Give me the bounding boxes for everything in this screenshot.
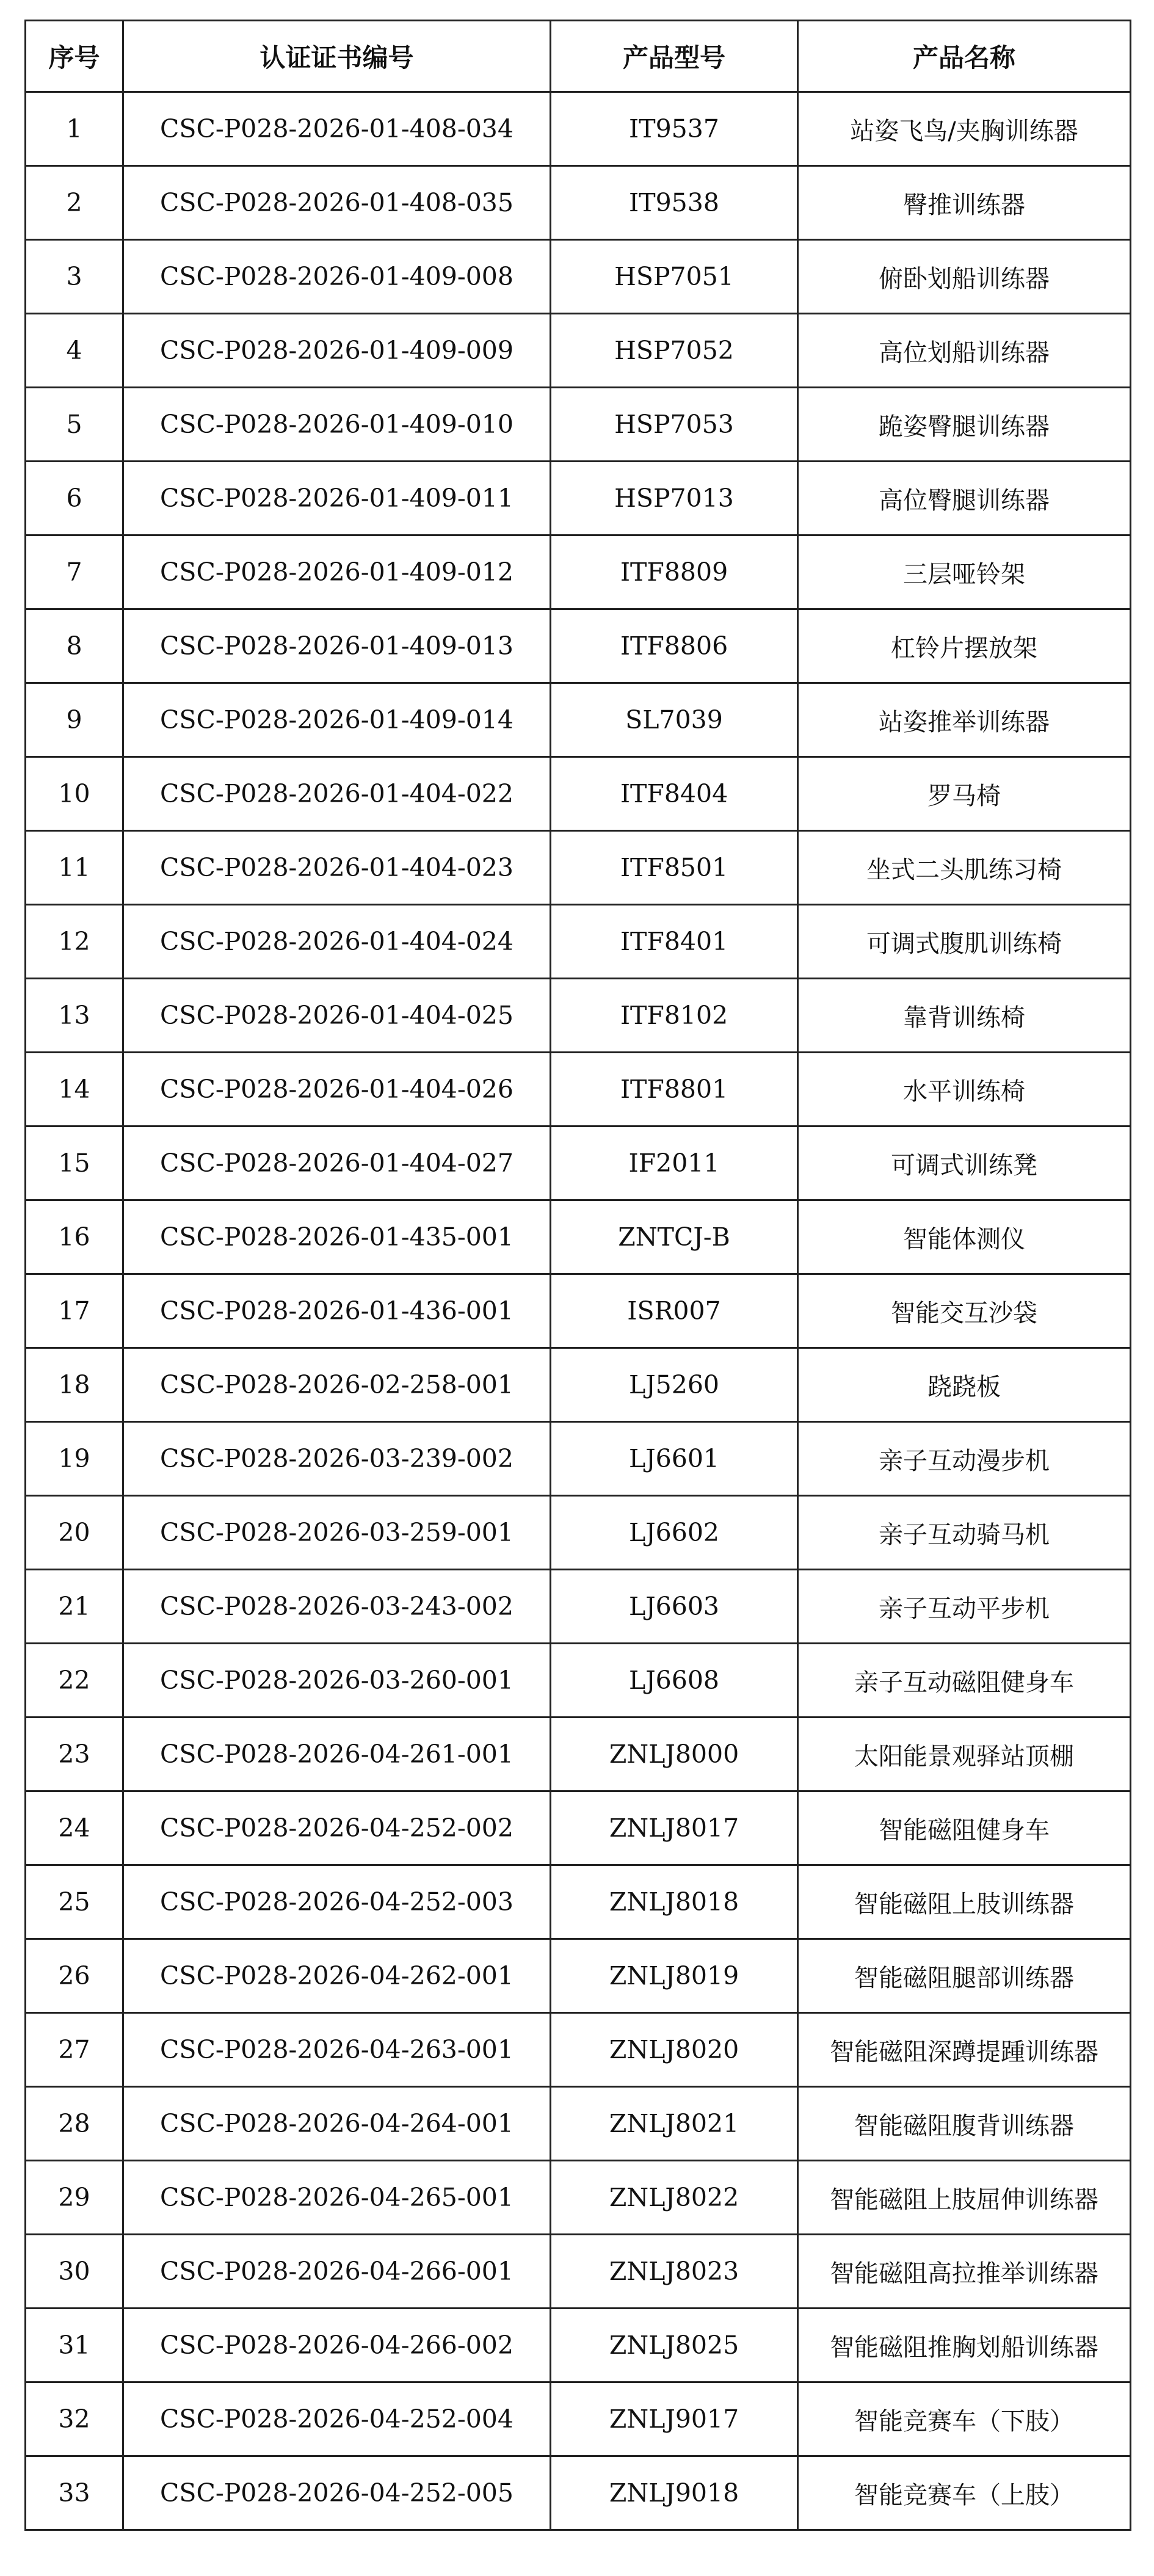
cell-cert-no: CSC-P028-2026-01-409-011 [123,462,551,535]
cell-product-name: 智能竞赛车（下肢） [798,2382,1131,2456]
table-row [26,314,1131,388]
cell-product-name: 智能体测仪 [798,1200,1131,1274]
cell-model: ITF8501 [551,831,798,905]
cell-model: HSP7013 [551,462,798,535]
cell-model: ZNLJ8019 [551,1939,798,2013]
table-header [26,21,1131,92]
cell-index: 5 [26,388,123,462]
table-row [26,240,1131,314]
cell-index: 1 [26,92,123,166]
cell-cert-no: CSC-P028-2026-04-252-002 [123,1791,551,1865]
cell-index: 14 [26,1053,123,1127]
cell-product-name: 智能磁阻深蹲提踵训练器 [798,2013,1131,2087]
cell-cert-no: CSC-P028-2026-03-239-002 [123,1422,551,1496]
header-name: 产品名称 [798,21,1131,92]
cell-index: 32 [26,2382,123,2456]
cell-index: 6 [26,462,123,535]
table-row [26,92,1131,166]
table-row [26,757,1131,831]
cell-product-name: 亲子互动磁阻健身车 [798,1644,1131,1718]
table-row [26,535,1131,609]
table-row [26,1496,1131,1570]
cell-model: ZNLJ9018 [551,2456,798,2530]
cell-cert-no: CSC-P028-2026-01-404-026 [123,1053,551,1127]
cell-model: ZNLJ8021 [551,2087,798,2161]
cell-cert-no: CSC-P028-2026-01-409-014 [123,683,551,757]
cell-cert-no: CSC-P028-2026-04-266-001 [123,2235,551,2309]
cell-index: 17 [26,1274,123,1348]
cell-product-name: 俯卧划船训练器 [798,240,1131,314]
cell-cert-no: CSC-P028-2026-01-408-035 [123,166,551,240]
cell-model: ZNLJ8017 [551,1791,798,1865]
cell-model: ITF8801 [551,1053,798,1127]
cell-index: 4 [26,314,123,388]
cell-model: ITF8806 [551,609,798,683]
table-row [26,1274,1131,1348]
cell-cert-no: CSC-P028-2026-01-404-025 [123,979,551,1053]
cell-index: 2 [26,166,123,240]
cell-model: ZNLJ8020 [551,2013,798,2087]
cell-index: 9 [26,683,123,757]
table-row [26,166,1131,240]
cell-index: 15 [26,1127,123,1200]
table-row [26,2456,1131,2530]
table-row [26,388,1131,462]
cell-index: 25 [26,1865,123,1939]
header-cert-no: 认证证书编号 [123,21,551,92]
table-row [26,683,1131,757]
cell-index: 8 [26,609,123,683]
cell-product-name: 三层哑铃架 [798,535,1131,609]
cell-product-name: 智能磁阻腿部训练器 [798,1939,1131,2013]
table-row [26,1570,1131,1644]
table-row [26,905,1131,979]
cell-product-name: 水平训练椅 [798,1053,1131,1127]
table-body [26,92,1131,2530]
table-row [26,462,1131,535]
cell-model: ZNLJ9017 [551,2382,798,2456]
cell-product-name: 靠背训练椅 [798,979,1131,1053]
table-row [26,2235,1131,2309]
table-row [26,1865,1131,1939]
cell-product-name: 罗马椅 [798,757,1131,831]
cell-index: 24 [26,1791,123,1865]
cell-index: 28 [26,2087,123,2161]
cell-model: IT9538 [551,166,798,240]
cell-index: 30 [26,2235,123,2309]
cell-cert-no: CSC-P028-2026-01-409-008 [123,240,551,314]
cell-cert-no: CSC-P028-2026-04-266-002 [123,2309,551,2382]
cell-cert-no: CSC-P028-2026-02-258-001 [123,1348,551,1422]
cell-index: 13 [26,979,123,1053]
cell-cert-no: CSC-P028-2026-01-409-009 [123,314,551,388]
cell-cert-no: CSC-P028-2026-04-252-005 [123,2456,551,2530]
cell-model: IT9537 [551,92,798,166]
cell-model: ITF8102 [551,979,798,1053]
table-row [26,1644,1131,1718]
cell-model: LJ6603 [551,1570,798,1644]
header-model: 产品型号 [551,21,798,92]
cell-cert-no: CSC-P028-2026-01-404-023 [123,831,551,905]
cell-cert-no: CSC-P028-2026-03-260-001 [123,1644,551,1718]
cell-index: 29 [26,2161,123,2235]
table-row [26,831,1131,905]
cell-cert-no: CSC-P028-2026-01-409-010 [123,388,551,462]
table-row [26,1348,1131,1422]
table-row [26,979,1131,1053]
cell-model: HSP7052 [551,314,798,388]
cell-model: ZNLJ8018 [551,1865,798,1939]
cell-index: 12 [26,905,123,979]
cell-product-name: 智能磁阻高拉推举训练器 [798,2235,1131,2309]
table-row [26,1791,1131,1865]
cell-product-name: 可调式训练凳 [798,1127,1131,1200]
table-row [26,2382,1131,2456]
header-row [26,21,1131,92]
cell-product-name: 智能磁阻推胸划船训练器 [798,2309,1131,2382]
cell-cert-no: CSC-P028-2026-01-436-001 [123,1274,551,1348]
cell-index: 20 [26,1496,123,1570]
cell-index: 19 [26,1422,123,1496]
table-row [26,609,1131,683]
cell-model: ITF8401 [551,905,798,979]
cell-index: 18 [26,1348,123,1422]
cell-index: 10 [26,757,123,831]
cell-cert-no: CSC-P028-2026-01-409-012 [123,535,551,609]
cell-model: ZNLJ8022 [551,2161,798,2235]
cell-product-name: 亲子互动骑马机 [798,1496,1131,1570]
cell-cert-no: CSC-P028-2026-01-408-034 [123,92,551,166]
cell-model: ZNLJ8025 [551,2309,798,2382]
cell-model: ITF8404 [551,757,798,831]
cell-product-name: 智能交互沙袋 [798,1274,1131,1348]
cell-cert-no: CSC-P028-2026-04-252-004 [123,2382,551,2456]
cell-product-name: 站姿飞鸟/夹胸训练器 [798,92,1131,166]
table-row [26,2309,1131,2382]
cell-cert-no: CSC-P028-2026-04-261-001 [123,1718,551,1791]
cell-cert-no: CSC-P028-2026-04-264-001 [123,2087,551,2161]
cell-product-name: 高位臀腿训练器 [798,462,1131,535]
cell-product-name: 杠铃片摆放架 [798,609,1131,683]
cell-model: LJ6608 [551,1644,798,1718]
cell-model: HSP7051 [551,240,798,314]
cell-model: ZNLJ8023 [551,2235,798,2309]
cell-product-name: 亲子互动漫步机 [798,1422,1131,1496]
cell-index: 11 [26,831,123,905]
cell-index: 23 [26,1718,123,1791]
cell-model: LJ6602 [551,1496,798,1570]
cell-model: ZNTCJ-B [551,1200,798,1274]
cell-model: LJ6601 [551,1422,798,1496]
cell-index: 21 [26,1570,123,1644]
cell-cert-no: CSC-P028-2026-01-435-001 [123,1200,551,1274]
cell-product-name: 太阳能景观驿站顶棚 [798,1718,1131,1791]
cell-product-name: 亲子互动平步机 [798,1570,1131,1644]
cell-product-name: 可调式腹肌训练椅 [798,905,1131,979]
table-row [26,1053,1131,1127]
cell-product-name: 智能竞赛车（上肢） [798,2456,1131,2530]
cell-index: 7 [26,535,123,609]
cell-index: 31 [26,2309,123,2382]
cell-model: ZNLJ8000 [551,1718,798,1791]
cell-model: ISR007 [551,1274,798,1348]
cell-product-name: 跪姿臀腿训练器 [798,388,1131,462]
cell-cert-no: CSC-P028-2026-01-404-027 [123,1127,551,1200]
cell-cert-no: CSC-P028-2026-01-404-024 [123,905,551,979]
cell-product-name: 智能磁阻上肢训练器 [798,1865,1131,1939]
cell-cert-no: CSC-P028-2026-01-404-022 [123,757,551,831]
cell-product-name: 智能磁阻健身车 [798,1791,1131,1865]
cell-product-name: 站姿推举训练器 [798,683,1131,757]
cell-cert-no: CSC-P028-2026-04-263-001 [123,2013,551,2087]
cell-product-name: 智能磁阻上肢屈伸训练器 [798,2161,1131,2235]
cell-index: 27 [26,2013,123,2087]
table-row [26,2087,1131,2161]
cell-cert-no: CSC-P028-2026-04-262-001 [123,1939,551,2013]
cell-product-name: 跷跷板 [798,1348,1131,1422]
cell-model: SL7039 [551,683,798,757]
cell-cert-no: CSC-P028-2026-01-409-013 [123,609,551,683]
table-row [26,2013,1131,2087]
cell-product-name: 坐式二头肌练习椅 [798,831,1131,905]
certificate-table [24,20,1131,2531]
table-row [26,1939,1131,2013]
cell-index: 26 [26,1939,123,2013]
table-row [26,1200,1131,1274]
table-row [26,2161,1131,2235]
cell-index: 22 [26,1644,123,1718]
cell-index: 16 [26,1200,123,1274]
cell-model: HSP7053 [551,388,798,462]
cell-index: 3 [26,240,123,314]
cell-cert-no: CSC-P028-2026-03-259-001 [123,1496,551,1570]
cell-model: ITF8809 [551,535,798,609]
cell-model: IF2011 [551,1127,798,1200]
cell-product-name: 高位划船训练器 [798,314,1131,388]
table-row [26,1718,1131,1791]
header-index: 序号 [26,21,123,92]
cell-product-name: 臀推训练器 [798,166,1131,240]
cell-cert-no: CSC-P028-2026-04-252-003 [123,1865,551,1939]
cell-cert-no: CSC-P028-2026-04-265-001 [123,2161,551,2235]
cell-index: 33 [26,2456,123,2530]
table-row [26,1422,1131,1496]
table-row [26,1127,1131,1200]
cell-product-name: 智能磁阻腹背训练器 [798,2087,1131,2161]
cell-model: LJ5260 [551,1348,798,1422]
cell-cert-no: CSC-P028-2026-03-243-002 [123,1570,551,1644]
